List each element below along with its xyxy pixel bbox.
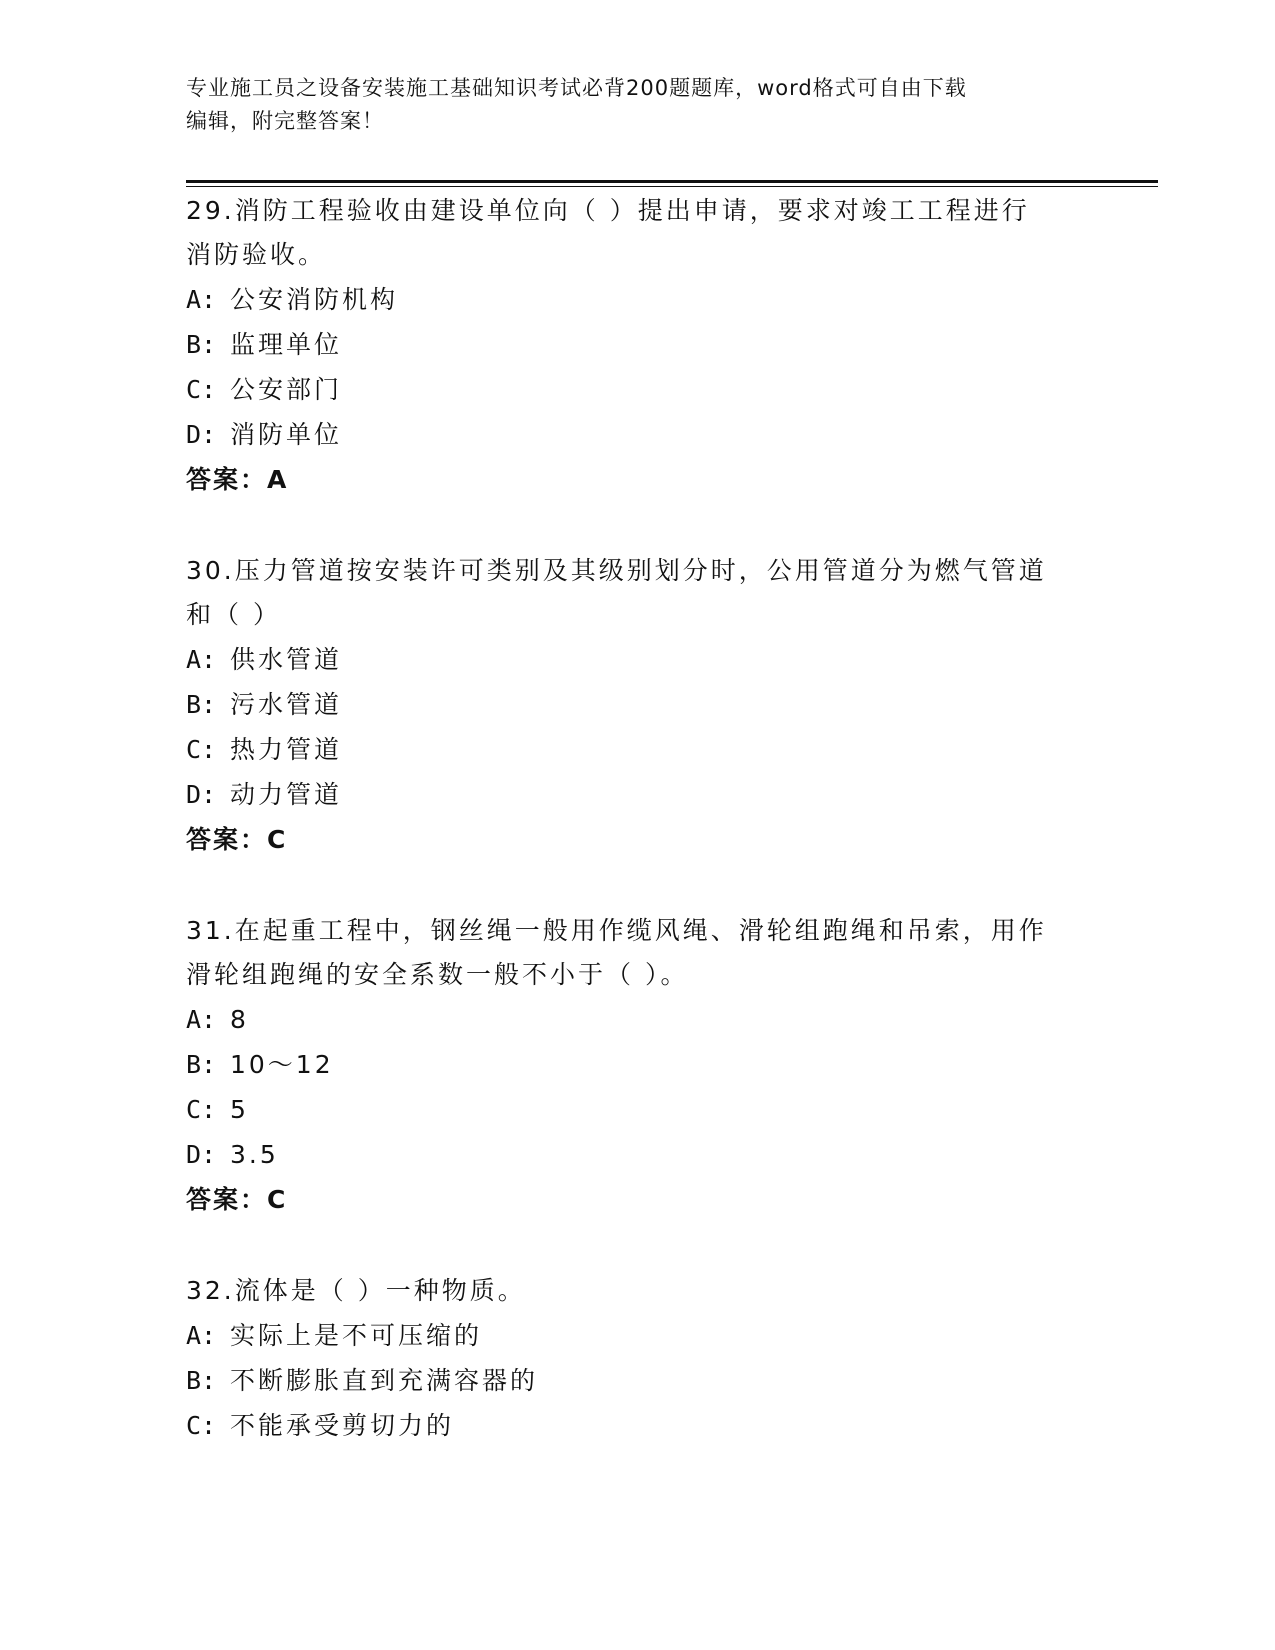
option-b <box>186 1042 1076 1087</box>
header-divider-thin <box>186 186 1158 187</box>
header-title-line-2: 编辑，附完整答案！ <box>186 109 384 133</box>
question-31 <box>186 909 1076 1223</box>
option-text: 不能承受剪切力的 <box>230 1411 455 1440</box>
option-c <box>186 1403 1076 1448</box>
option-text: 8 <box>230 1005 249 1034</box>
option-b <box>186 322 1076 367</box>
option-d <box>186 772 1076 817</box>
question-29 <box>186 189 1076 503</box>
question-stem <box>186 189 1076 277</box>
option-a <box>186 997 1076 1042</box>
option-letter: B: <box>186 1366 217 1395</box>
question-stem-line: 31.在起重工程中，钢丝绳一般用作缆风绳、滑轮组跑绳和吊索，用作 <box>186 916 1047 945</box>
option-letter: C: <box>186 735 217 764</box>
option-b <box>186 682 1076 727</box>
option-text: 监理单位 <box>230 330 343 359</box>
option-text: 不断膨胀直到充满容器的 <box>230 1366 539 1395</box>
answer-line <box>186 457 1076 503</box>
option-text: 5 <box>230 1095 249 1124</box>
question-stem-line: 32.流体是（ ）一种物质。 <box>186 1276 526 1305</box>
question-stem <box>186 909 1076 997</box>
option-text: 动力管道 <box>230 780 343 809</box>
answer-label: 答案： <box>186 1185 268 1214</box>
option-text: 污水管道 <box>230 690 343 719</box>
option-letter: C: <box>186 375 217 404</box>
answer-value: A <box>267 465 289 494</box>
option-b <box>186 1358 1076 1403</box>
option-text: 实际上是不可压缩的 <box>230 1321 483 1350</box>
option-letter: B: <box>186 690 217 719</box>
answer-value: C <box>267 1185 288 1214</box>
option-text: 公安部门 <box>230 375 343 404</box>
answer-label: 答案： <box>186 825 268 854</box>
answer-line <box>186 1177 1076 1223</box>
option-text: 3.5 <box>230 1140 279 1169</box>
question-stem <box>186 1269 1076 1313</box>
option-text: 消防单位 <box>230 420 343 449</box>
option-letter: B: <box>186 330 217 359</box>
question-stem-line: 消防验收。 <box>186 240 327 269</box>
option-a <box>186 637 1076 682</box>
option-text: 供水管道 <box>230 645 343 674</box>
option-letter: D: <box>186 420 217 449</box>
question-stem <box>186 549 1076 637</box>
option-a <box>186 277 1076 322</box>
option-letter: B: <box>186 1050 217 1079</box>
answer-value: C <box>267 825 288 854</box>
option-text: 公安消防机构 <box>230 285 399 314</box>
option-letter: C: <box>186 1095 217 1124</box>
option-letter: D: <box>186 780 217 809</box>
option-d <box>186 412 1076 457</box>
option-c <box>186 727 1076 772</box>
answer-label: 答案： <box>186 465 268 494</box>
option-letter: A: <box>186 1005 217 1034</box>
option-text: 10～12 <box>230 1050 334 1079</box>
option-letter: A: <box>186 285 217 314</box>
option-a <box>186 1313 1076 1358</box>
option-letter: A: <box>186 645 217 674</box>
option-d <box>186 1132 1076 1177</box>
header-divider-thick <box>186 180 1158 183</box>
option-c <box>186 1087 1076 1132</box>
header-title-line-1: 专业施工员之设备安装施工基础知识考试必背200题题库，word格式可自由下载 <box>186 76 967 100</box>
option-letter: D: <box>186 1140 217 1169</box>
question-30 <box>186 549 1076 863</box>
answer-line <box>186 817 1076 863</box>
option-letter: A: <box>186 1321 217 1350</box>
question-list <box>186 189 1076 1494</box>
document-header <box>186 72 1066 138</box>
question-stem-line: 和（ ） <box>186 600 281 629</box>
question-stem-line: 滑轮组跑绳的安全系数一般不小于（ ）。 <box>186 960 689 989</box>
option-letter: C: <box>186 1411 217 1440</box>
option-c <box>186 367 1076 412</box>
question-stem-line: 29.消防工程验收由建设单位向（ ）提出申请，要求对竣工工程进行 <box>186 196 1030 225</box>
option-text: 热力管道 <box>230 735 343 764</box>
question-stem-line: 30.压力管道按安装许可类别及其级别划分时，公用管道分为燃气管道 <box>186 556 1047 585</box>
question-32 <box>186 1269 1076 1448</box>
